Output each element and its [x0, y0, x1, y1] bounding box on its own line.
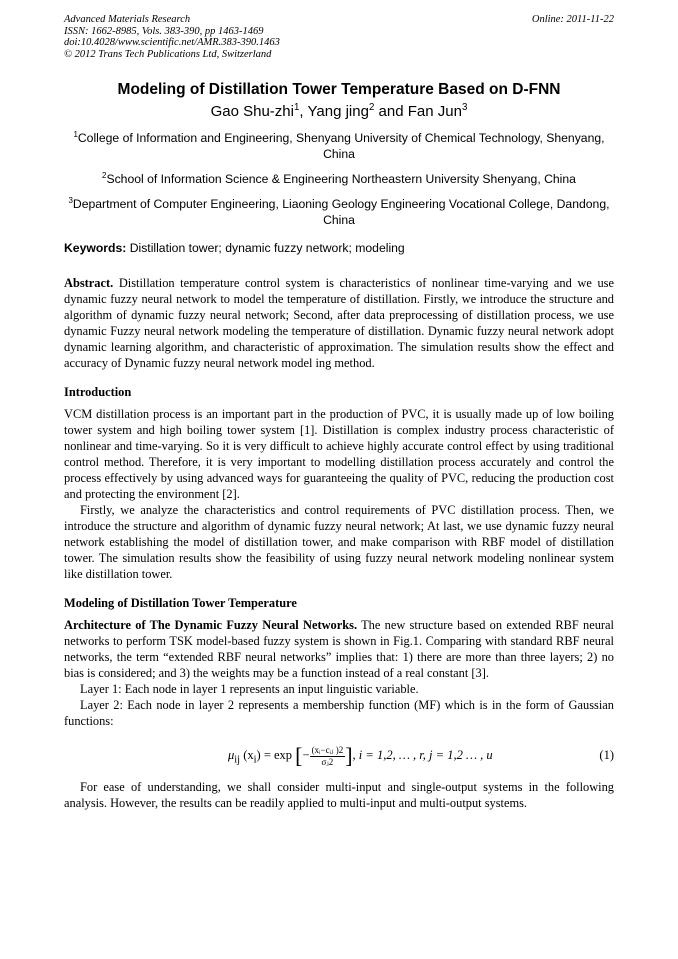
journal-header: [64, 14, 614, 60]
affiliation-sup: 1: [73, 130, 78, 139]
eq-mu-sub: ij: [234, 754, 241, 766]
paper-page: [64, 14, 614, 811]
eq-exp: ) = exp: [256, 748, 296, 763]
layer1-paragraph: Layer 1: Each node in layer 1 represents an input linguistic variable.: [80, 682, 419, 697]
affiliation-sup: 3: [68, 196, 73, 206]
eq-denominator: σⱼ2: [321, 756, 334, 767]
architecture-subheading: Architecture of The Dynamic Fuzzy Neural Networks.: [64, 618, 358, 633]
author-sup: 2: [368, 102, 375, 113]
abstract-text: Distillation temperature control system is characteristics of nonlinear time-varying and we use dynamic fuzzy neural network to model the temperature of distillation. Firstly, we introduce the structure and algorithm of dynamic fuzzy neural network; Second, after data preprocessing of distillation process, we use dynamic Fuzzy neural network modeling the temperature of distillation. Dynamic fuzzy neural network adopt dynamic learning algorithm, and characteristic of approximation. The simulation results show the effect and accuracy of Dynamic fuzzy neural network model ing method.: [64, 276, 614, 371]
keywords-label: Keywords:: [64, 241, 127, 256]
section-heading-introduction: Introduction: [64, 385, 132, 400]
eq-rhs: , i = 1,2, … , r, j = 1,2 … , u: [352, 748, 493, 763]
eq-right-bracket: ]: [345, 743, 353, 769]
abstract: [64, 275, 614, 371]
intro-paragraph-2: Firstly, we analyze the characteristics and control requirements of PVC distillation process. Then, we introduce the structure and algorithm of dynamic fuzzy neural network; At last, we use dynamic fuzzy neural network establishing the model of distillation tower, and make comparison with RBF model of distillation tower. The simulation results show the feasibility of using fuzzy neural network modeling nonlinear system like distillation tower.: [64, 503, 614, 582]
layer2-paragraph: Layer 2: Each node in layer 2 represents a membership function (MF) which is in the form of Gaussian functions:: [64, 698, 614, 729]
after-equation-paragraph: For ease of understanding, we shall consider multi-input and single-output systems in the following analysis. However, the results can be readily applied to multi-input and multi-output systems.: [64, 780, 614, 811]
author-name: Gao Shu-zhi: [210, 103, 294, 120]
architecture-paragraph: [64, 617, 614, 681]
author-separator: and: [374, 103, 408, 120]
journal-name: Advanced Materials Research: [64, 14, 191, 25]
keywords: [64, 240, 614, 256]
author-sup: 1: [293, 102, 300, 113]
eq-arg-sub: i: [253, 754, 257, 766]
affiliation-2: [64, 168, 614, 187]
eq-mu: μ: [228, 748, 235, 763]
affiliation-3: [64, 193, 614, 228]
equation-1: [64, 737, 614, 773]
affiliation-1: [64, 127, 614, 162]
equation-number: (1): [599, 748, 614, 763]
architecture-text: The new structure based on extended RBF neural networks to perform TSK model-based fuzzy system is shown in Fig.1. Comparing with standard RBF neural networks, the term “extended RBF neural networks” implies that: 1) there are more than three layers; 2) no bias is considered; and 3) the weights may be a function instead of a real constant [3].: [64, 618, 614, 681]
author-sup: 3: [461, 102, 468, 113]
affiliation-text: College of Information and Engineering, Shenyang University of Chemical Technology, Shenyang, China: [77, 131, 605, 162]
online-date: Online: 2011-11-22: [531, 14, 614, 25]
eq-left-bracket: [: [295, 743, 303, 769]
equation-body: $\mu_{ij}$ $(x_i) = \exp$ [− $\frac{\text{(xᵢ−cᵢⱼ )2}}{\text{σⱼ2}}$ ], i = 1,2, … , r, j = 1,2 … , u: [228, 743, 493, 769]
affiliation-text: School of Information Science & Engineering Northeastern University Shenyang, China: [106, 172, 576, 187]
section-heading-modeling: Modeling of Distillation Tower Temperature: [64, 596, 297, 611]
affiliation-text: Department of Computer Engineering, Liaoning Geology Engineering Vocational College, Dandong, China: [72, 197, 610, 228]
doi-line: doi:10.4028/www.scientific.net/AMR.383-390.1463: [64, 37, 280, 48]
intro-paragraph-1: VCM distillation process is an important part in the production of PVC, it is usually made up of low boiling tower system and high boiling tower system [1]. Distillation is complex industry process characteristic of nonlinear and time-varying. So it is very difficult to achieve highly accurate control effect by using traditional control method. Therefore, it is very important to modelling distillation process accurately and control the process effectively by using advanced ways for guaranteeing the quality of PVC, reducing the production cost and protecting the environment [2].: [64, 407, 614, 502]
eq-arg: (x: [240, 748, 254, 763]
abstract-label: Abstract.: [64, 276, 114, 291]
author-list: [64, 99, 614, 121]
eq-numerator: (xᵢ−cᵢⱼ )2: [311, 744, 344, 755]
eq-fraction: [310, 745, 346, 768]
author-name: Yang jing: [307, 103, 369, 120]
affiliation-sup: 2: [102, 171, 107, 181]
copyright-line: © 2012 Trans Tech Publications Ltd, Switzerland: [64, 48, 272, 60]
author-separator: ,: [299, 103, 308, 120]
keywords-text: Distillation tower; dynamic fuzzy network; modeling: [126, 241, 405, 256]
issn-line: ISSN: 1662-8985, Vols. 383-390, pp 1463-1469: [64, 25, 264, 37]
author-name: Fan Jun: [407, 103, 462, 120]
paper-title: Modeling of Distillation Tower Temperature Based on D-FNN: [117, 81, 561, 98]
